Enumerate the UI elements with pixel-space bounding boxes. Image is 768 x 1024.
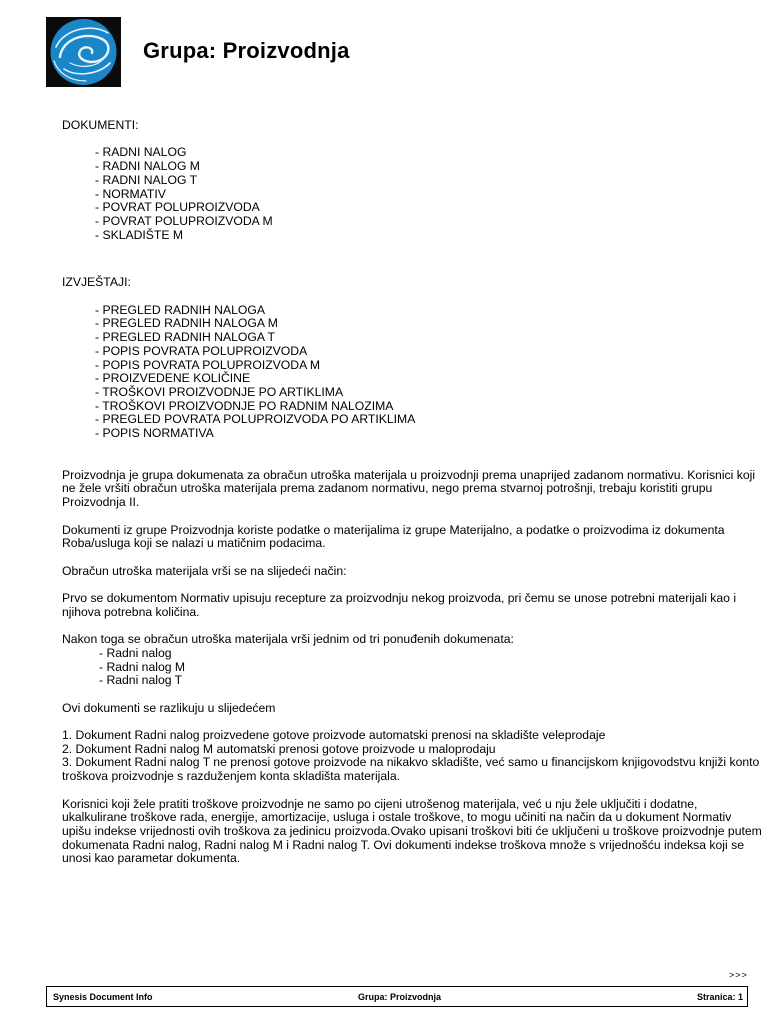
list-item: - RADNI NALOG M	[95, 159, 200, 174]
next-page-marker: >>>	[729, 970, 748, 980]
calculation-paragraph: Obračun utroška materijala vrši se na slijedeći način:	[62, 563, 347, 578]
list-item: - Radni nalog T	[99, 673, 183, 688]
numbered-item: 2. Dokument Radni nalog M automatski prenosi gotove proizvode u maloprodaju	[62, 741, 496, 756]
list-item: - PREGLED POVRATA POLUPROIZVODA PO ARTIKLIMA	[95, 412, 416, 427]
list-item: - POPIS POVRATA POLUPROIZVODA M	[95, 357, 321, 372]
reports-heading: IZVJEŠTAJI:	[62, 275, 131, 290]
footer-group-name: Grupa: Proizvodnja	[358, 992, 442, 1002]
differences-paragraph: Ovi dokumenti se razlikuju u slijedećem	[62, 700, 276, 715]
list-item: - RADNI NALOG	[95, 145, 187, 160]
page-title: Grupa: Proizvodnja	[143, 38, 350, 63]
list-item: - Radni nalog	[99, 645, 172, 660]
list-item: - POPIS NORMATIVA	[95, 426, 214, 441]
numbered-item: 1. Dokument Radni nalog proizvedene gotove proizvode automatski prenosi na skladište veleprodaje	[62, 728, 606, 742]
list-item: - POPIS POVRATA POLUPROIZVODA	[95, 343, 308, 358]
list-item: - PREGLED RADNIH NALOGA M	[95, 316, 278, 331]
list-item: - NORMATIV	[95, 186, 166, 201]
list-item: - PREGLED RADNIH NALOGA	[95, 302, 265, 317]
list-item: - POVRAT POLUPROIZVODA	[95, 200, 260, 215]
document-body	[62, 119, 762, 866]
list-item: - RADNI NALOG T	[95, 172, 198, 187]
numbered-item: 3. Dokument Radni nalog T ne prenosi gotove proizvode na nikakvo skladište, već samo u financijskom knjigovodstvu knjiži konto troškova proizvodnje s razduženjem konta skladišta materijala.	[62, 755, 760, 784]
documents-list	[62, 146, 762, 242]
list-item: - POVRAT POLUPROIZVODA M	[95, 213, 273, 228]
work-order-list	[62, 647, 762, 688]
list-item: - TROŠKOVI PROIZVODNJE PO ARTIKLIMA	[95, 384, 344, 399]
list-item: - Radni nalog M	[99, 659, 186, 674]
normativ-paragraph: Prvo se dokumentom Normativ upisuju recepture za proizvodnju nekog proizvoda, pri čemu se unose potrebni materijali kao i njihova potrebna količina.	[62, 591, 737, 619]
costs-paragraph: Korisnici koji žele pratiti troškove proizvodnje ne samo po cijeni utrošenog materijala, već u nju žele uključiti i dodatne, ukalkulirane troškove rada, energije, amortizacije, usluga i ostale troškove, to mogu učiniti na način da u dokument Normativ upišu indekse vrijednosti ovih troškova za jedinicu proizvoda.Ovako upisani troškovi biti će uključeni u troškove proizvodnje putem dokumenata Radni nalog, Radni nalog M i Radni nalog T. Ovi dokumenti indekse troškova množe s vrijednošću indeksa koji se unosi kao parametar dokumenta.	[62, 796, 762, 866]
intro-paragraph: Proizvodnja je grupa dokumenata za obračun utroška materijala u proizvodnji prema unaprijed zadanom normativu. Korisnici koji ne žele vršiti obračun utroška materijala prema zadanom normativu, nego prema stvarnoj potrošnji, trebaju koristiti grupu Proizvodnja II.	[62, 467, 756, 510]
list-item: - SKLADIŠTE M	[95, 227, 184, 242]
documents-heading: DOKUMENTI:	[62, 118, 139, 132]
list-item: - TROŠKOVI PROIZVODNJE PO RADNIM NALOZIMA	[95, 398, 394, 413]
footer-document-info: Synesis Document Info	[53, 992, 153, 1002]
data-source-paragraph: Dokumenti iz grupe Proizvodnja koriste podatke o materijalima iz grupe Materijalno, a podatke o proizvodima iz dokumenta Roba/usluga koji se nalazi u matičnim podacima.	[62, 522, 725, 551]
documents-choice-paragraph: Nakon toga se obračun utroška materijala vrši jednim od tri ponuđenih dokumenata:	[62, 632, 514, 647]
footer-page-number: Stranica: 1	[696, 992, 743, 1002]
list-item: - PROIZVEDENE KOLIČINE	[95, 371, 251, 386]
page-footer	[46, 986, 748, 1007]
reports-list	[62, 304, 762, 441]
swirl-logo-icon	[46, 17, 121, 87]
list-item: - PREGLED RADNIH NALOGA T	[95, 330, 275, 345]
